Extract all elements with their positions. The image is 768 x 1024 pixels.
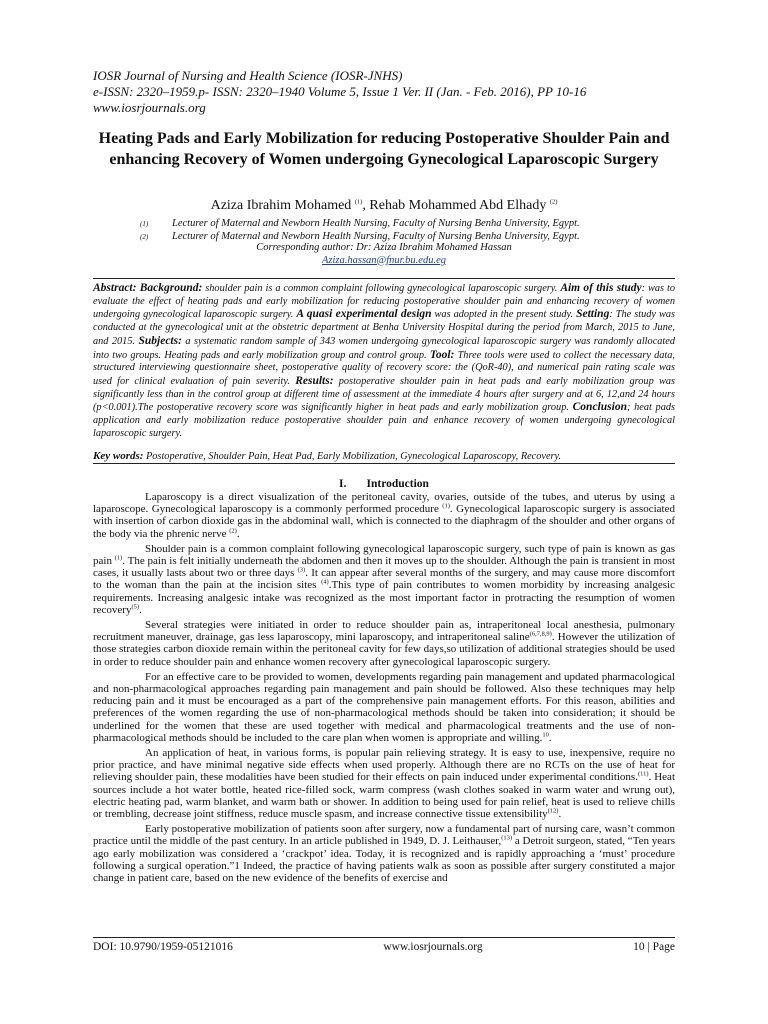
corresponding-label: Corresponding author: Dr: Aziza Ibrahim Mohamed Hassan bbox=[256, 242, 512, 253]
divider-bottom bbox=[93, 463, 675, 464]
citation: (12) bbox=[547, 807, 559, 815]
corresponding-author bbox=[80, 242, 688, 267]
paragraph bbox=[93, 823, 675, 884]
affiliation-mark: (2) bbox=[140, 232, 149, 241]
citation: (11) bbox=[637, 770, 649, 778]
abstract-heading: A quasi experimental design bbox=[296, 308, 432, 321]
abstract-text: postoperative shoulder pain in heat pads and early mobilization group was significantly less than in the control group at different time of assessment at the immediate 4 hours after surgery and at 6, 12,and 24 hours (p<0.001).The postoperative recovery score was significantly higher in heat pads and early mobilization group. bbox=[93, 375, 675, 414]
keywords-label: Key words: bbox=[93, 450, 144, 462]
author-separator: , bbox=[362, 198, 370, 213]
paragraph-text: .This type of pain contributes to women morbidity by increasing analgesic requirements. Increasing analgesic intake was recognized as the most important factor in protracting the resumption of women recovery bbox=[93, 579, 675, 616]
journal-name: IOSR Journal of Nursing and Health Science (IOSR-JNHS) bbox=[93, 68, 403, 83]
footer-doi: DOI: 10.9790/1959-05121016 bbox=[93, 941, 233, 953]
author-1-mark: (1) bbox=[354, 198, 363, 206]
paragraph-text: a Detroit surgeon, stated, “Ten years ago early mobilization was considered a ‘crackpot’ idea. Today, it is recognized and is rapidly approaching a ‘must’ procedure following a surgical operation.”1 Indeed, the practice of having patients walk as soon as possible after surgery constituted a major change in patient care, based on the new evidence of the benefits of exercise and bbox=[93, 835, 676, 885]
affiliations bbox=[140, 218, 660, 243]
paragraph-text: Shoulder pain is a common complaint following gynecological laparoscopic surgery, such type of pain is known as gas pain bbox=[93, 542, 675, 568]
abstract-heading: Conclusion bbox=[572, 401, 627, 414]
paragraph-text: . However the utilization of those strategies carbon dioxide remain within the peritoneal cavity for few days,so utilization of additional strategies should be used in order to reduce shoulder pain and enhance women recovery after gynecological laparoscopic surgery. bbox=[93, 631, 675, 668]
journal-issn: e-ISSN: 2320–1959.p- ISSN: 2320–1940 Volume 5, Issue 1 Ver. II (Jan. - Feb. 2016), PP 10-16 bbox=[93, 84, 587, 99]
citation: (3) bbox=[297, 566, 306, 574]
paragraph-text: . bbox=[558, 808, 562, 821]
page-footer bbox=[93, 941, 675, 953]
abstract-text: : The study was conducted at the gynecological unit at the obstetric department at Benha University Hospital during the period from March, 2015 to June, and 2015. bbox=[93, 309, 675, 347]
footer-rule bbox=[93, 937, 675, 938]
paragraph bbox=[93, 491, 675, 540]
citation: (1) bbox=[114, 554, 123, 562]
paragraph-text: Early postoperative mobilization of patients soon after surgery, now a fundamental part of nursing care, wasn’t common practice until the middle of the past century. In an article published in 1949, D. J. Leithauser, bbox=[93, 823, 675, 848]
citation: (5) bbox=[131, 603, 140, 611]
paragraph-text: . The pain is felt initially underneath the abdomen and then it moves up to the shoulder. Although the pain is transient in most cases, it usually lasts about two or three days bbox=[93, 555, 675, 580]
abstract-heading: Abstract: Background: bbox=[93, 282, 203, 294]
paragraph-text: An application of heat, in various forms, is popular pain relieving strategy. It is easy to use, inexpensive, require no prior practice, and have minimal negative side effects when used properly. Although there are no RCTs on the use of heat for relieving shoulder pain, these modalities have been studied for their effects on pain induced under experimental conditions. bbox=[93, 747, 675, 784]
citation: (1) bbox=[442, 502, 450, 510]
paragraph bbox=[93, 619, 675, 668]
citation: (4) bbox=[321, 578, 329, 586]
author-2: Rehab Mohammed Abd Elhady bbox=[369, 198, 550, 213]
paragraph bbox=[93, 671, 675, 744]
section-number: I. bbox=[339, 478, 347, 490]
paragraph-text: For an effective care to be provided to women, developments regarding pain management and updated pharmacological and non-pharmacological approaches regarding pain management and pain should be followed. Also these techniques may help reducing pain and it must be encouraged as a part of the comprehensive pain management efforts. For this reason, abilities and preferences of the women regarding the use of non-pharmacological methods should be taken into consideration; it should be underlined for the women that these are used together with medical and pharmacological treatments and the use of non-pharmacological methods should be included to the care plan when women is appropriate and willing. bbox=[93, 670, 675, 744]
abstract-text: ; heat pads application and early mobilization reduce postoperative shoulder pain and enhance recovery of women undergoing gynecological laparoscopic surgery. bbox=[93, 402, 676, 439]
abstract-heading: Subjects: bbox=[138, 334, 182, 347]
author-list bbox=[80, 197, 688, 215]
affiliation-mark: (1) bbox=[140, 220, 149, 228]
paragraph-text: . Heat sources include a hot water bottle, heated rice-filled sock, warm compress (wash clothes soaked in warm water and wrung out), electric heating pad, warm blanket, and warm bath or shower. In addition to being used for pain relief, heat is used to relieve chills or trembling, decrease joint stiffness, reduce muscle spasm, and increase connective tissue extensibility bbox=[93, 771, 675, 821]
paper-title: Heating Pads and Early Mobilization for reducing Postoperative Shoulder Pain and enhancing Recovery of Women undergoing Gynecological Laparoscopic Surgery bbox=[98, 130, 670, 168]
abstract bbox=[93, 282, 675, 440]
section-title: Introduction bbox=[366, 478, 429, 490]
abstract-heading: Results: bbox=[295, 374, 334, 387]
citation: (6,7,8,9) bbox=[529, 630, 552, 638]
journal-header bbox=[93, 68, 713, 116]
abstract-heading: Setting bbox=[576, 308, 610, 321]
keywords-text: Postoperative, Shoulder Pain, Heat Pad, Early Mobilization, Gynecological Laparoscopy, Recovery. bbox=[143, 451, 562, 462]
paragraph-text: . Gynecological laparoscopic surgery is associated with insertion of carbon dioxide gas in the abdominal wall, which is connected to the diaphragm of the shoulder and other organs of the body via the phrenic nerve bbox=[93, 503, 675, 540]
paragraph-text: . bbox=[548, 731, 552, 744]
citation: (13) bbox=[501, 834, 513, 842]
paragraph-text: . It can appear after several months of the surgery, and may cause more discomfort to the woman than the pain at the incision sites bbox=[93, 567, 675, 592]
footer-website[interactable]: www.iosrjournals.org bbox=[383, 941, 483, 953]
divider-top bbox=[93, 278, 675, 279]
abstract-heading: Tool: bbox=[429, 348, 455, 361]
affiliation-text: Lecturer of Maternal and Newborn Health Nursing, Faculty of Nursing Benha University, Egypt. bbox=[172, 218, 580, 229]
section-heading bbox=[93, 478, 675, 490]
paragraph-text: . bbox=[139, 603, 142, 616]
paragraph bbox=[93, 747, 675, 820]
abstract-text: : was to evaluate the effect of heating pads and early mobilization for reducing postoperative shoulder pain and enhancing recovery of women undergoing gynecological laparoscopic surgery. bbox=[93, 283, 675, 321]
keywords bbox=[93, 450, 675, 464]
paragraph-text: . bbox=[236, 527, 240, 540]
citation: (2) bbox=[229, 526, 237, 534]
citation: 10 bbox=[542, 731, 549, 739]
page-number: 10 | Page bbox=[633, 941, 675, 953]
paragraph-text: Laparoscopy is a direct visualization of the peritoneal cavity, ovaries, outside of the tubes, and uterus by using a laparoscope. Gynecological laparoscopy is a commonly performed procedure bbox=[93, 491, 675, 516]
email-link[interactable]: Aziza.hassan@fnur.bu.edu.eg bbox=[322, 254, 446, 266]
author-1: Aziza Ibrahim Mohamed bbox=[210, 198, 355, 213]
author-2-mark: (2) bbox=[549, 198, 558, 206]
abstract-text: Three tools were used to collect the necessary data, structured interviewing questionnaire sheet, postoperative quality of recovery score: the (QoR-40), and numerical pain rating scale was used for clinical evaluation of pain severity. bbox=[93, 349, 676, 387]
abstract-heading: Aim of this study bbox=[560, 282, 642, 294]
abstract-text: shoulder pain is a common complaint following gynecological laparoscopic surgery. bbox=[202, 283, 561, 294]
body-text bbox=[93, 491, 675, 887]
paragraph-text: Several strategies were initiated in order to reduce shoulder pain as, intraperitoneal local anesthesia, pulmonary recruitment maneuver, drainage, gas less laparoscopy, mini laparoscopy, and intraperitoneal saline bbox=[93, 619, 675, 644]
journal-website: www.iosrjournals.org bbox=[93, 100, 206, 115]
abstract-text: a systematic random sample of 343 women undergoing gynecological laparoscopic surgery was randomly allocated into two groups. Heating pads and early mobilization group and control group. bbox=[93, 335, 675, 361]
affiliation-1 bbox=[140, 218, 660, 231]
paragraph bbox=[93, 543, 675, 616]
affiliation-text: Lecturer of Maternal and Newborn Health Nursing, Faculty of Nursing Benha University, Egypt. bbox=[172, 230, 580, 242]
abstract-text: was adopted in the present study. bbox=[431, 309, 577, 321]
